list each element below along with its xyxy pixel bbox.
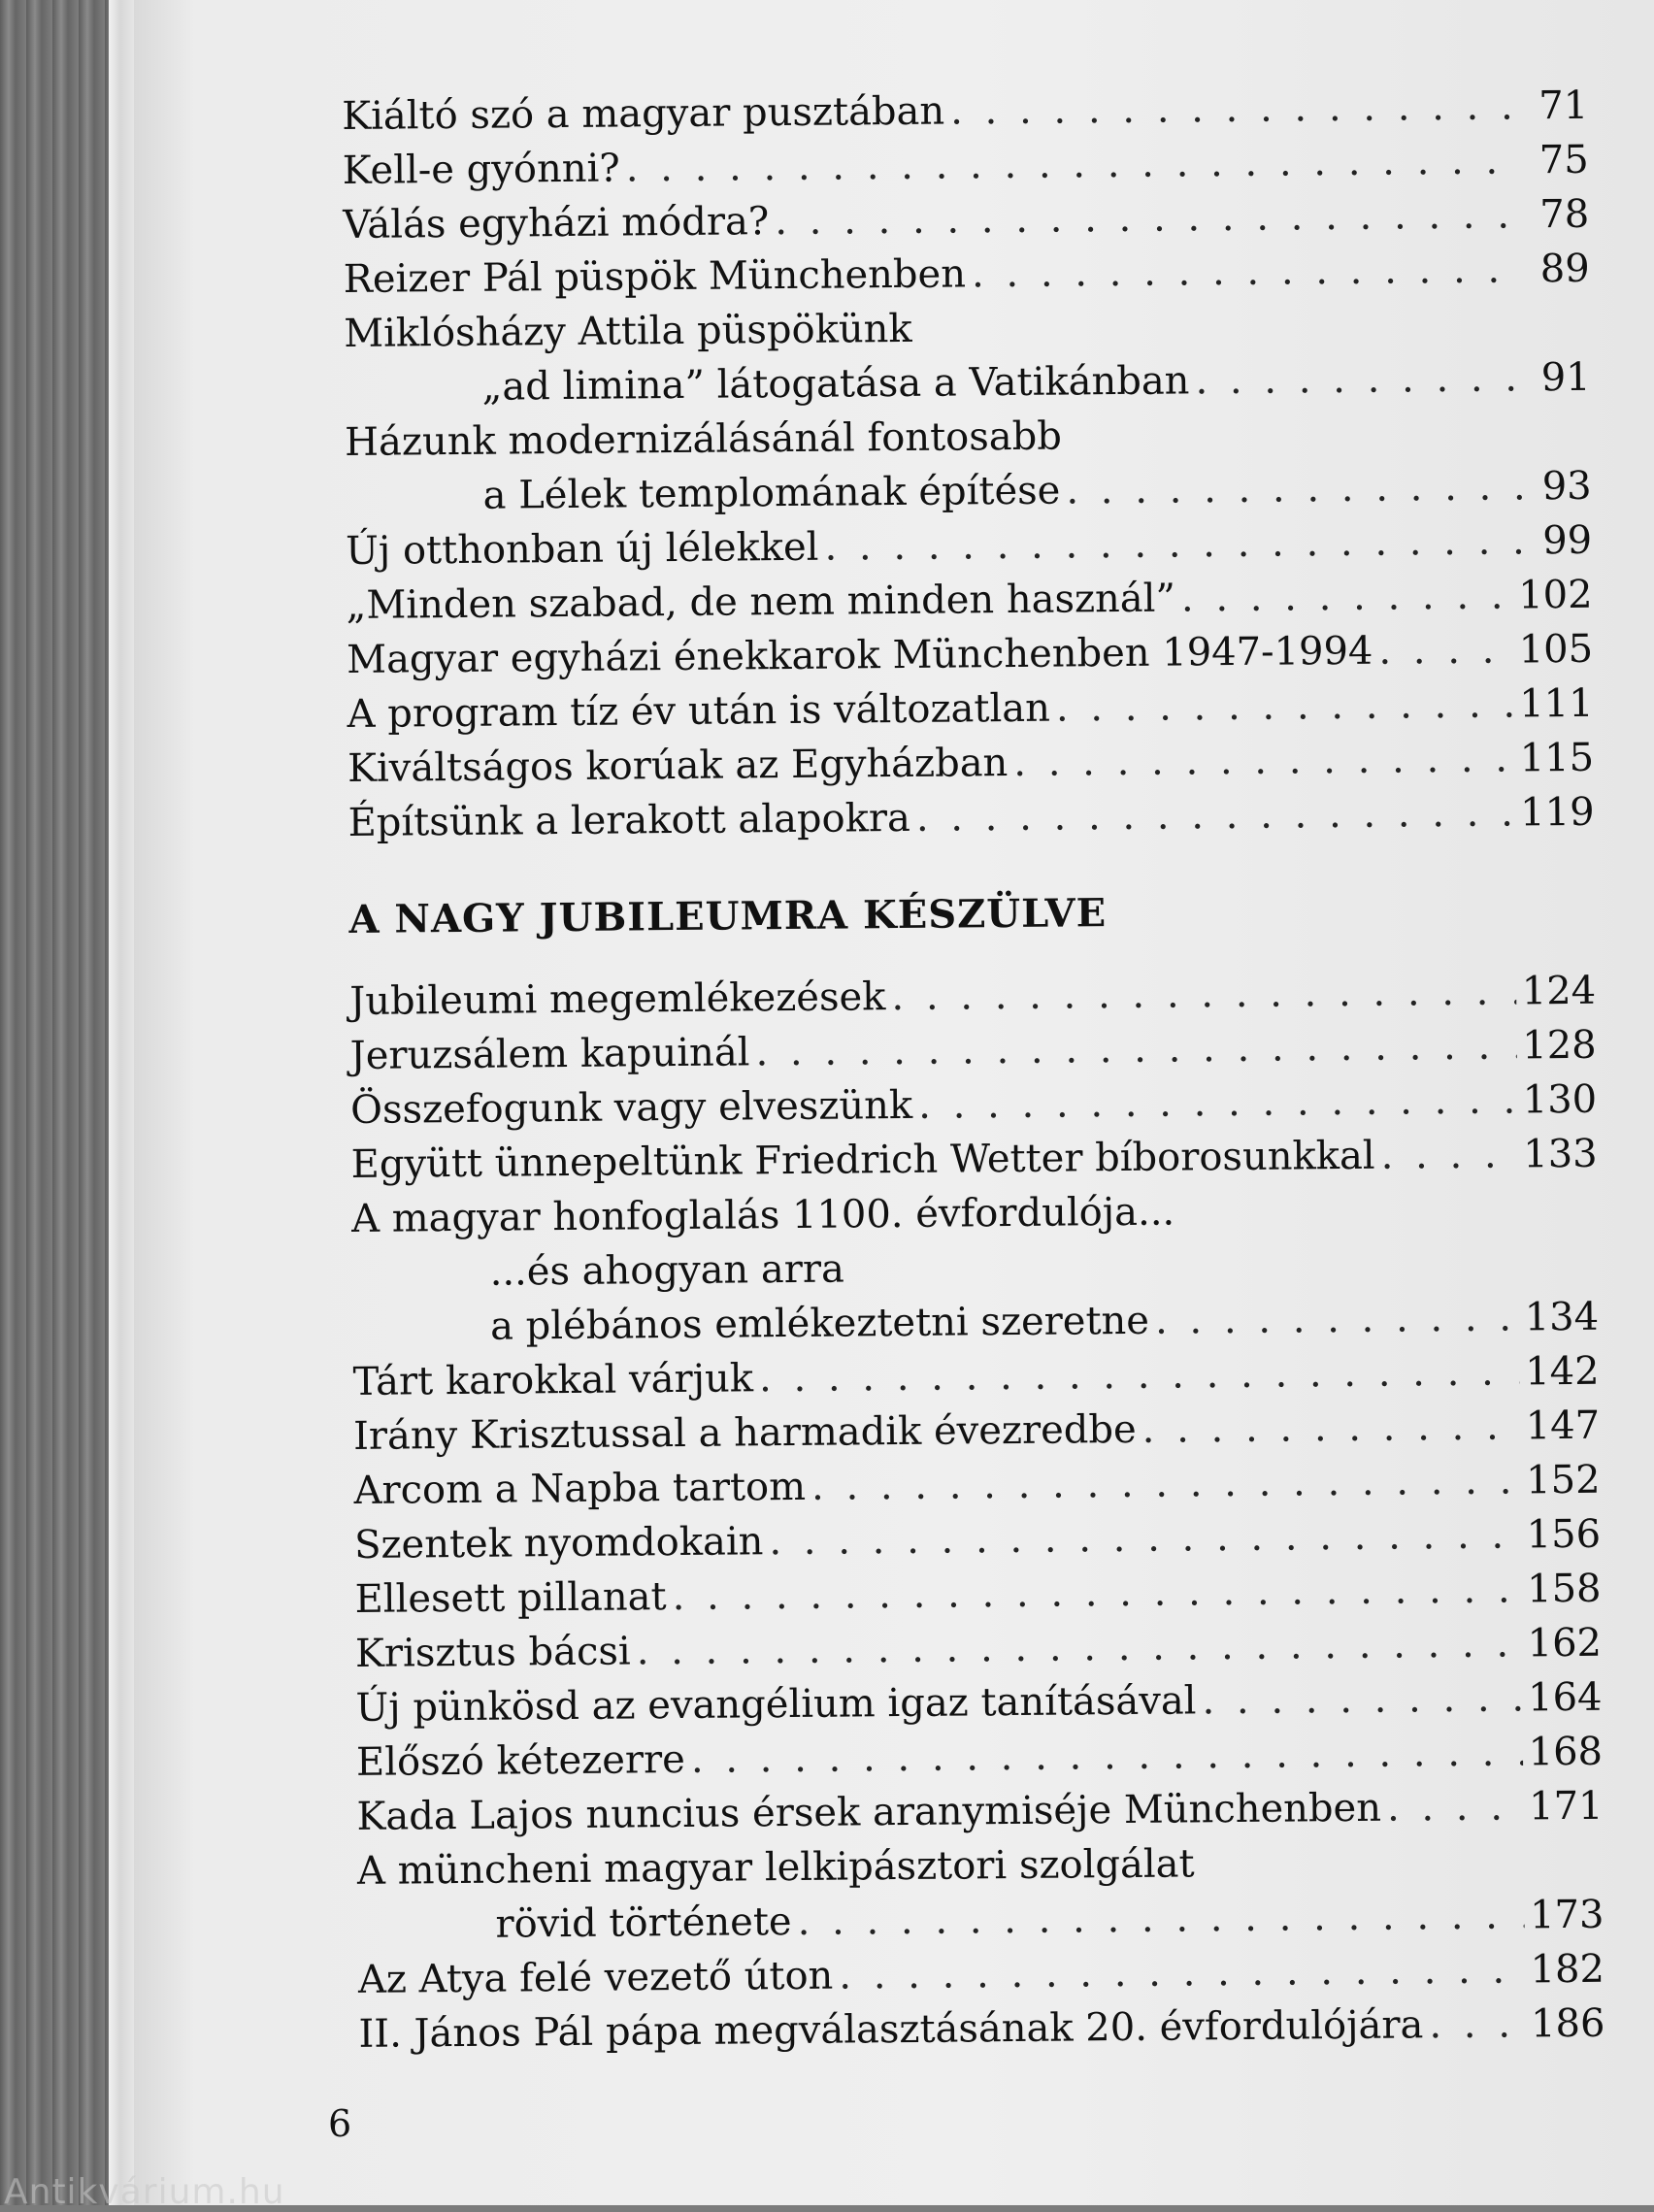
toc-entry-page: 182 [1530,1946,1605,1993]
toc-entry-title: „ad limina” látogatása a Vatikánban [481,358,1190,410]
toc-entry-page: 164 [1527,1674,1603,1721]
dot-leader [918,1073,1517,1132]
toc-entry-title: II. János Pál pápa megválasztásának 20. évfordulójára [358,2002,1424,2057]
toc-entry-page: 75 [1538,137,1589,183]
toc-entry-page: 168 [1528,1729,1604,1775]
dot-leader [755,1018,1516,1079]
toc-entry-page: 130 [1522,1076,1598,1123]
toc-entry-title: Kiváltságos korúak az Egyházban [347,741,1009,791]
dot-leader [1155,1290,1519,1347]
toc-entry-page: 91 [1540,354,1591,401]
toc-entry [356,1779,1603,1844]
toc-entry-page: 133 [1523,1131,1598,1177]
toc-entry-title: Magyar egyházi énekkarok Münchenben 1947-1994 [346,628,1373,682]
toc-entry-page: 105 [1518,626,1594,673]
toc-entry-title: Az Atya felé vezető úton [357,1953,834,2002]
toc-entry-title: Előszó kétezerre [355,1736,686,1785]
toc-entry-page: 152 [1525,1457,1601,1503]
toc-entry-page: 71 [1538,83,1589,129]
toc-entry-page: 102 [1518,572,1593,618]
dot-leader [1056,677,1514,735]
toc-entry-title: Kada Lajos nuncius érsek aranymiséje Münchenben [356,1785,1382,1839]
toc-entry-title: Új pünkösd az evangélium igaz tanításával [355,1678,1197,1731]
book-spine-background [0,0,116,2205]
toc-entry-page: 147 [1525,1403,1601,1449]
toc-entry-title: Válás egyházi módra? [343,199,770,248]
dot-leader [1195,350,1523,408]
dot-leader [1181,568,1513,625]
toc-entry-title: Új otthonban új lélekkel [345,524,819,574]
toc-entry-title: Ellesett pillanat [354,1574,667,1622]
toc-entry-page: 156 [1526,1511,1602,1558]
watermark: Antikvárium.hu [4,2172,285,2212]
dot-leader [1013,731,1514,789]
toc-entry-page: 115 [1519,735,1595,781]
toc-entry-title: Krisztus bácsi [354,1629,631,1676]
dot-leader [1141,1399,1520,1456]
toc-entry-page: 128 [1522,1022,1597,1069]
toc-entry-title: Szentek nyomdokain [353,1519,764,1568]
toc-entry-page: 111 [1519,680,1594,727]
toc-entry-title: Reizer Pál püspök Münchenben [343,251,967,302]
dot-leader [839,1942,1525,2002]
toc-entry-title: Összefogunk vagy elveszünk [349,1082,913,1133]
dot-leader [691,1725,1523,1786]
toc-entry-page: 89 [1539,246,1590,292]
toc-entry-title: Építsünk a lerakott alapokra [347,795,911,845]
toc-entry-page: 99 [1541,517,1593,564]
dot-leader [811,1453,1521,1513]
dot-leader [769,1507,1521,1568]
toc-entry-title: a plébános emlékeztetni szeretne [489,1298,1150,1349]
toc-entry-page: 173 [1529,1892,1604,1938]
dot-leader [824,513,1524,574]
dot-leader [636,1616,1521,1678]
toc-entry-page: 158 [1526,1566,1602,1612]
toc-entry-first-line: A magyar honfoglalás 1100. évfordulója... [350,1189,1175,1241]
section-heading: A NAGY JUBILEUMRA KÉSZÜLVE [348,890,1108,942]
toc-entry [347,785,1594,850]
dot-leader [625,133,1520,195]
toc-entry-title: Irány Krisztussal a harmadik évezredbe [352,1406,1137,1459]
toc-entry-title: Jubileumi megemlékezések [349,974,886,1024]
dot-leader [1380,1127,1517,1182]
toc-entry-title: Együtt ünnepeltünk Friedrich Wetter bíborosunkkal [350,1133,1375,1187]
toc-entry-first-line: Miklósházy Attila püspökünk [343,306,912,356]
toc-entry-title: Kiáltó szó a magyar pusztában [342,88,945,139]
toc-entry-page: 162 [1527,1620,1603,1667]
dot-leader [1066,459,1524,517]
dot-leader [1378,622,1513,677]
dot-leader [950,79,1521,138]
page-number: 6 [328,2102,352,2145]
toc-entry-title: Jeruzsálem kapuinál [349,1030,750,1078]
toc-entry [358,1997,1604,2062]
toc-entry [344,350,1590,415]
toc-entry [343,242,1589,307]
toc-entry-title: rövid története [495,1899,792,1947]
toc-entry-first-line: A müncheni magyar lelkipásztori szolgálat [356,1841,1195,1894]
dot-leader [972,242,1522,301]
toc-entry-title: Arcom a Napba tartom [353,1464,807,1513]
toc-entry-page: 93 [1541,463,1592,510]
table-of-contents [342,79,1605,2062]
dot-leader [797,1888,1524,1949]
dot-leader [1387,1779,1524,1834]
dot-leader [759,1344,1520,1405]
dot-leader [1202,1670,1522,1728]
dot-leader [775,187,1521,248]
dot-leader [672,1562,1521,1624]
toc-entry-page: 186 [1530,2000,1605,2047]
toc-entry-title: Tárt karokkal várjuk [352,1356,754,1404]
toc-entry-second-line: ...és ahogyan arra [489,1246,845,1295]
toc-entry-title: A program tíz év után is változatlan [347,685,1051,737]
toc-entry-page: 171 [1528,1783,1604,1830]
dot-leader [1429,1997,1525,2052]
toc-entry-title: „Minden szabad, de nem minden használ” [346,576,1176,628]
toc-entry-page: 142 [1525,1348,1600,1395]
toc-entry-first-line: Házunk modernizálásánál fontosabb [344,413,1063,465]
toc-entry-title: Kell-e gyónni? [342,146,620,193]
toc-entry-page: 134 [1524,1294,1600,1340]
dot-leader [916,785,1515,844]
toc-entry-title: a Lélek templomának építése [482,468,1061,518]
toc-entry-page: 124 [1521,968,1597,1014]
dot-leader [891,964,1516,1024]
toc-entry-page: 119 [1519,789,1595,836]
toc-entry [350,1127,1597,1192]
toc-entry-page: 78 [1539,191,1590,238]
